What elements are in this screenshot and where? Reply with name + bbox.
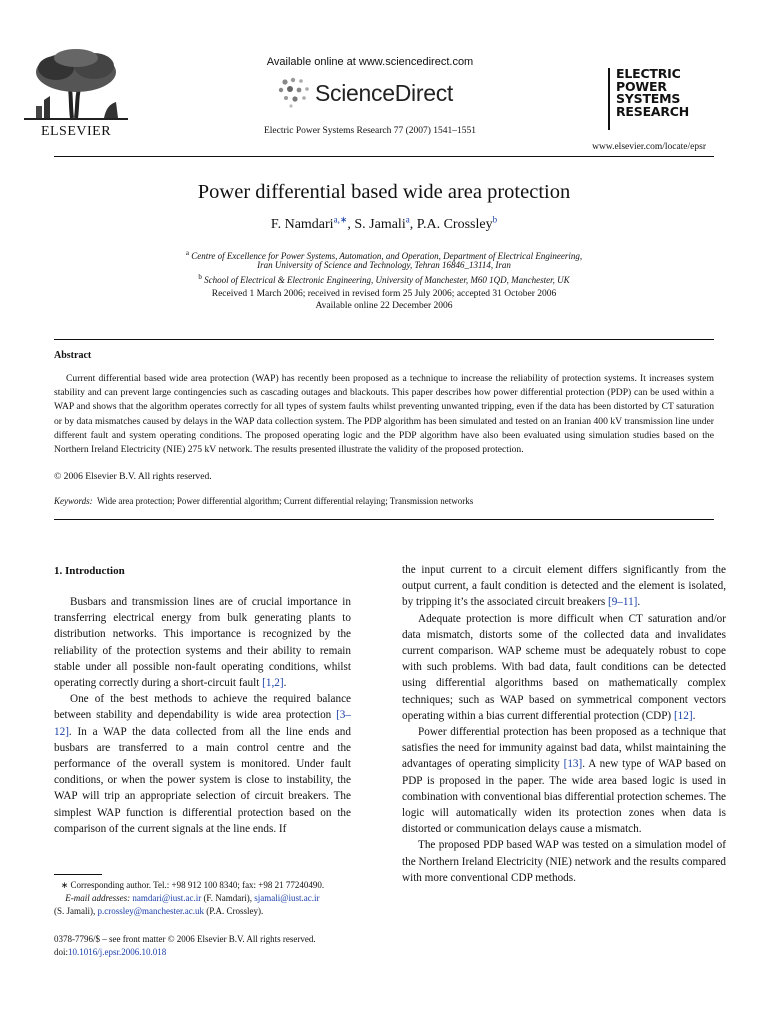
- doi-label: doi:: [54, 947, 69, 957]
- paragraph: [402, 724, 726, 837]
- affiliation-mark: b: [198, 273, 202, 281]
- paragraph-text: Power differential protection has been proposed as a technique that satisfies the need for immunity against bad data, whilst maintaining the advantages of operating simplicity: [402, 726, 726, 771]
- author-list: [54, 214, 714, 233]
- doi-link[interactable]: 10.1016/j.epsr.2006.10.018: [68, 947, 167, 957]
- author-affiliation-mark[interactable]: a: [405, 214, 410, 225]
- journal-logo-line-3: SYSTEMS: [616, 91, 681, 107]
- publisher-name: ELSEVIER: [40, 124, 112, 139]
- abstract-text: Current differential based wide area protection (WAP) has recently been proposed as a technique to increase the reliability of protection systems. It increases system stability and can prevent large contingencies such as cascading outages and blackouts. This paper describes how power differential protection (PDP) can be used within a WAP and shows that the algorithm operates correctly for all types of system faults whilst preventing unwanted tripping, even if the data has been distorted by CT saturation or by data mismatches caused by delays in the WAP data collection system. The PDP algorithm has been simulated and tested on an Iranian 400 kV transmission line under different fault and system operating conditions. The proposed operating logic and the PDP algorithm have also been evaluated using simulation studies based on the Northern Ireland Electricity (NIE) 275 kV network. The results presented illustrate the validity of the proposed protection.: [54, 373, 714, 456]
- affiliation-a-line-1: Centre of Excellence for Power Systems, Automation, and Operation, Department of Electrical Engineering,: [191, 251, 583, 261]
- paragraph-text: .: [283, 677, 287, 690]
- doi-line: [54, 946, 374, 959]
- journal-logo-line-4: RESEARCH: [616, 103, 690, 119]
- keywords-label: Keywords:: [54, 496, 93, 506]
- footnote-line: [54, 905, 354, 918]
- left-column: [54, 594, 351, 837]
- email-owner: (S. Jamali),: [54, 906, 98, 916]
- citation-link[interactable]: [1,2]: [262, 677, 284, 690]
- email-link[interactable]: p.crossley@manchester.ac.uk: [97, 906, 205, 916]
- corresponding-text: Corresponding author. Tel.: +98 912 100 8340; fax: +98 21 77240490.: [68, 880, 325, 890]
- right-column: [402, 562, 726, 886]
- section-heading: 1. Introduction: [54, 565, 125, 577]
- email-label: E-mail addresses:: [65, 893, 131, 903]
- author-affiliation-mark[interactable]: b: [492, 214, 498, 225]
- affiliation-a-line-2: Iran University of Science and Technology, Tehran 16846_13114, Iran: [257, 260, 511, 270]
- abstract-divider-top: [54, 339, 714, 340]
- abstract-body: [54, 372, 714, 457]
- paragraph: [402, 611, 726, 724]
- footnote-marker: ∗: [60, 880, 69, 890]
- affiliation-b-text: School of Electrical & Electronic Engineering, University of Manchester, M60 1QD, Manchester, UK: [204, 275, 570, 285]
- available-online-line[interactable]: Available online at www.sciencedirect.com: [266, 56, 474, 68]
- paragraph-text: One of the best methods to achieve the required balance between stability and dependability is wide area protection: [54, 693, 351, 722]
- author-name: P.A. Crossley: [416, 217, 493, 232]
- journal-logo-bar: [608, 68, 610, 130]
- paragraph: [54, 594, 351, 691]
- citation-link[interactable]: [3–12]: [54, 709, 351, 738]
- paragraph-text: the input current to a circuit element differs significantly from the output current, a fault condition is detected and the element is isolated, by tripping it’s the associated circuit breakers: [402, 564, 726, 609]
- journal-logo-line-2: POWER: [616, 78, 667, 94]
- email-link[interactable]: sjamali@iust.ac.ir: [254, 893, 320, 903]
- journal-logo-line-1: ELECTRIC: [616, 66, 681, 81]
- issn-line: 0378-7796/$ – see front matter © 2006 Elsevier B.V. All rights reserved.: [54, 934, 316, 944]
- issn-block: [54, 933, 374, 959]
- header-divider: [54, 156, 714, 157]
- abstract-divider-bottom: [54, 519, 714, 520]
- journal-reference: Electric Power Systems Research 77 (2007) 1541–1551: [263, 126, 477, 136]
- footnote-line: [54, 879, 354, 892]
- paragraph-text: .: [637, 596, 641, 609]
- paragraph-text: Adequate protection is more difficult when CT saturation and/or data mismatch, distorts some of the collected data and invalidates current comparison. WAP scheme must be adequately robust to cope with such problems. With bad data, fault conditions can be detected using differential algorithms based on mathematically complex techniques; such as WAP based on symmetrical component vectors operating within a bias current differential protection (CDP): [402, 612, 726, 722]
- online-date: Available online 22 December 2006: [315, 301, 453, 311]
- journal-url[interactable]: www.elsevier.com/locate/epsr: [592, 142, 706, 152]
- sciencedirect-wordmark: ScienceDirect: [315, 80, 453, 106]
- keywords-list: Wide area protection; Power differential algorithm; Current differential relaying; Transmission networks: [97, 496, 474, 506]
- paragraph-text: . In a WAP the data collected from all the line ends and busbars are transferred to a main control centre and the performance of the overall system is monitored. Under fault conditions, or when the power system is close to instability, the WAP will trip an appropriate selection of circuit breakers. The simplest WAP function is differential protection based on the comparison of the current signals at the line ends. If: [54, 725, 351, 835]
- author-name: S. Jamali: [354, 217, 406, 232]
- article-title: Power differential based wide area protection: [197, 181, 571, 203]
- paragraph-text: . A new type of WAP based on PDP is proposed in the paper. The wide area based logic is used in combination with conventional bias differential protection schemes. The logic will automatically widen its protection zones when data is distorted or communication delays cause a mismatch.: [402, 758, 726, 836]
- tree-icon: [20, 48, 132, 124]
- author-affiliation-mark[interactable]: a,∗: [333, 214, 348, 225]
- footnote-rule: [54, 874, 102, 875]
- email-owner: (F. Namdari),: [201, 893, 255, 903]
- corresponding-author-footnote: [54, 879, 354, 918]
- paragraph-text: Busbars and transmission lines are of crucial importance in transferring electrical energy from bulk generating plants to distribution networks. This importance is recognized by the reliability of the protection systems and their ability to remain stable under all possible non-fault operating conditions, whilst operating correctly during a short-circuit fault: [54, 596, 351, 690]
- affiliation-b: [54, 271, 714, 286]
- citation-link[interactable]: [9–11]: [607, 596, 638, 609]
- author-name: F. Namdari: [270, 217, 334, 232]
- received-dates: Received 1 March 2006; received in revised form 25 July 2006; accepted 31 October 2006: [211, 289, 557, 299]
- keywords: [54, 496, 473, 506]
- abstract-copyright: © 2006 Elsevier B.V. All rights reserved.: [54, 471, 212, 482]
- author-separator: ,: [347, 217, 355, 232]
- abstract-heading: Abstract: [54, 350, 92, 361]
- paragraph-text: .: [692, 709, 696, 722]
- affiliation-mark: a: [185, 249, 189, 257]
- paragraph: [54, 691, 351, 837]
- journal-logo: [608, 68, 708, 132]
- paragraph: [402, 562, 726, 611]
- author-separator: ,: [409, 217, 417, 232]
- citation-link[interactable]: [13]: [563, 758, 583, 771]
- sciencedirect-dots-icon: [275, 74, 315, 110]
- citation-link[interactable]: [12]: [673, 709, 693, 722]
- email-owner: (P.A. Crossley).: [204, 906, 264, 916]
- footnote-line: [54, 892, 354, 905]
- paragraph: The proposed PDP based WAP was tested on a simulation model of the Northern Ireland Electricity (NIE) network and the results compared with more conventional CDP methods.: [402, 839, 726, 884]
- email-link[interactable]: namdari@iust.ac.ir: [132, 893, 202, 903]
